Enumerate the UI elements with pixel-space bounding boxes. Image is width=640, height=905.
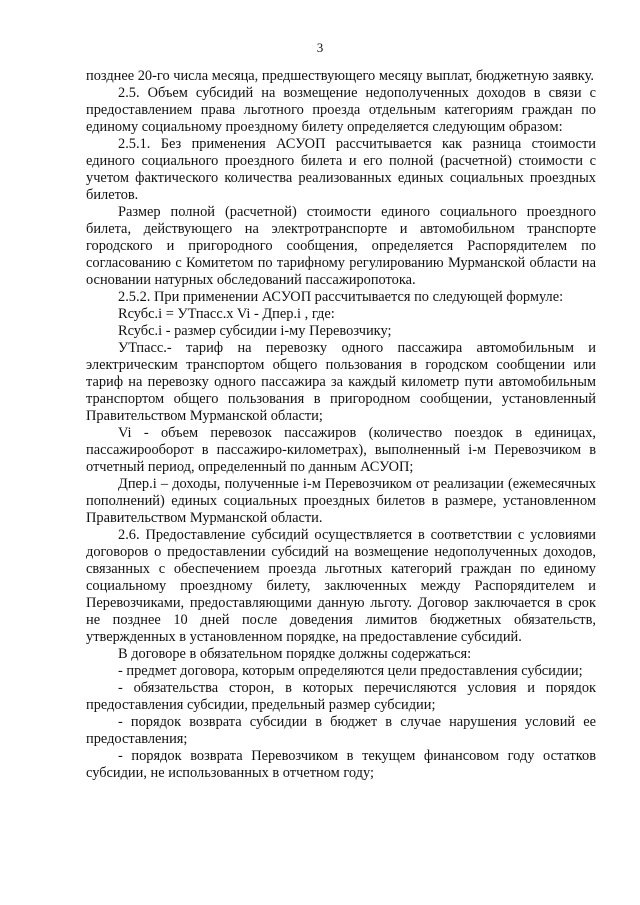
paragraph: позднее 20-го числа месяца, предшествующего месяцу выплат, бюджетную заявку. [86,68,594,84]
paragraph: - порядок возврата Перевозчиком в текущем финансовом году остатков субсидии, не использованных в отчетном году; [86,748,596,781]
paragraph: В договоре в обязательном порядке должны содержаться: [118,646,472,662]
paragraph: - предмет договора, которым определяются цели предоставления субсидии; [118,663,583,679]
paragraph: Rсубс.i = УТпасс.x Vi - Дпер.i , где: [118,306,335,322]
paragraph: Rсубс.i - размер субсидии i-му Перевозчику; [118,323,392,339]
paragraph: Дпер.i – доходы, полученные i-м Перевозчиком от реализации (ежемесячных пополнений) единых социальных проездных билетов в размере, установленном Правительством Мурманской области. [86,476,596,526]
paragraph: Vi - объем перевозок пассажиров (количество поездок в единицах, пассажирооборот в пассажиро-километрах), выполненный i-м Перевозчиком в отчетный период, определенный по данным АСУОП; [86,425,596,475]
paragraph: 2.5.1. Без применения АСУОП рассчитывается как разница стоимости единого социального проездного билета и его полной (расчетной) стоимости с учетом фактического количества реализованных единых социальных проездных билетов. [86,136,596,203]
paragraph: 2.5.2. При применении АСУОП рассчитывается по следующей формуле: [118,289,564,305]
paragraph: Размер полной (расчетной) стоимости единого социального проездного билета, действующего на электротранспорте и автомобильном транспорте городского и пригородного сообщения, определяется Распорядителем по согласованию с Комитетом по тарифному регулированию Мурманской области на основании натурных обследований пассажиропотока. [86,204,596,288]
paragraph: 2.5. Объем субсидий на возмещение недополученных доходов в связи с предоставлением права льготного проезда отдельным категориям граждан по единому социальному проездному билету определяется следующим образом: [86,85,596,135]
paragraph: - обязательства сторон, в которых перечисляются условия и порядок предоставления субсидии, предельный размер субсидии; [86,680,596,713]
page-number: 3 [316,40,324,55]
paragraph: УТпасс.- тариф на перевозку одного пассажира автомобильным и электрическим транспортом общего пользования в городском сообщении или тариф на перевозку одного пассажира за каждый километр пути автомобильным транспортом общего пользования в пригородном сообщении, установленный Правительством Мурманской области; [86,340,596,424]
paragraph: - порядок возврата субсидии в бюджет в случае нарушения условий ее предоставления; [86,714,596,747]
document-body [86,68,596,782]
paragraph: 2.6. Предоставление субсидий осуществляется в соответствии с условиями договоров о предоставлении субсидий на возмещение недополученных доходов, связанных с обеспечением проезда льготных категорий граждан по единому социальному проездному билету, заключенных между Распорядителем и Перевозчиками, предоставляющими данную льготу. Договор заключается в срок не позднее 10 дней после доведения лимитов бюджетных обязательств, утвержденных в установленном порядке, на предоставление субсидий. [86,527,596,645]
